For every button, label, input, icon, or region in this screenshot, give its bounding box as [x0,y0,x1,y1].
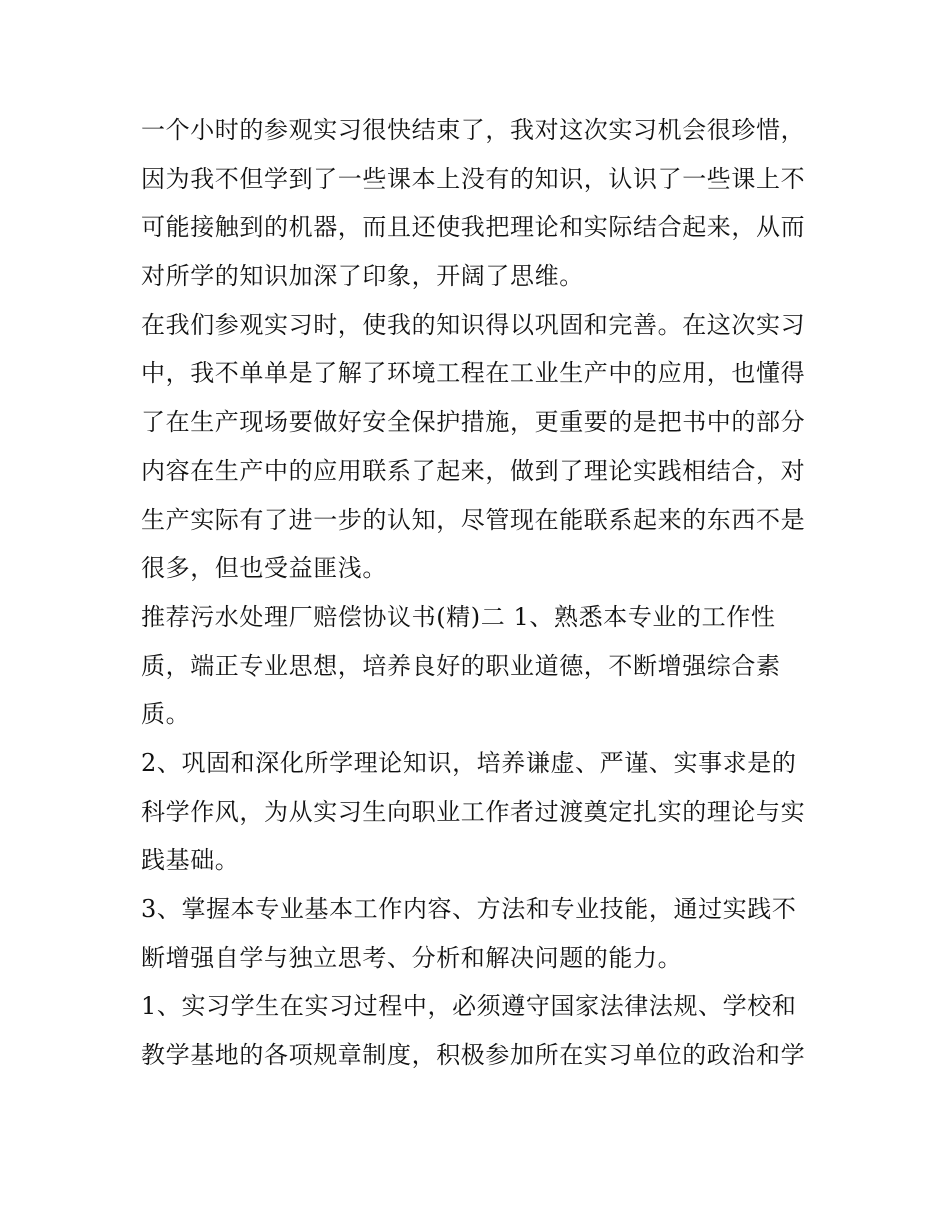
text-line-3: 可能接触到的机器，而且还使我把理论和实际结合起来，从而 [141,213,806,242]
text-line-15: 科学作风，为从实习生向职业工作者过渡奠定扎实的理论与实 [141,797,806,826]
text-line-13: 质。 [141,700,191,729]
document-body [141,106,821,1080]
text-line-18: 断增强自学与独立思考、分析和解决问题的能力。 [141,943,683,972]
text-line-6: 中，我不单单是了解了环境工程在工业生产中的应用，也懂得 [141,359,806,388]
text-line-16: 践基础。 [141,846,240,875]
text-line-19: 1、实习学生在实习过程中，必须遵守国家法律法规、学校和 [141,992,797,1021]
text-line-17: 3、掌握本专业基本工作内容、方法和专业技能，通过实践不 [141,895,797,923]
text-line-14: 2、巩固和深化所学理论知识，培养谦虚、严谨、实事求是的 [141,748,797,777]
text-line-20: 教学基地的各项规章制度，积极参加所在实习单位的政治和学 [141,1041,806,1070]
text-line-10: 很多，但也受益匪浅。 [141,554,387,583]
text-line-7: 了在生产现场要做好安全保护措施，更重要的是把书中的部分 [141,408,806,437]
text-line-11: 推荐污水处理厂赔偿协议书(精)二 1、熟悉本专业的工作性 [141,602,776,631]
text-line-4: 对所学的知识加深了印象，开阔了思维。 [141,262,584,291]
text-line-5: 在我们参观实习时，使我的知识得以巩固和完善。在这次实习 [141,310,806,339]
text-line-12: 质，端正专业思想，培养良好的职业道德，不断增强综合素 [141,651,781,680]
text-line-2: 因为我不但学到了一些课本上没有的知识，认识了一些课上不 [141,164,806,193]
text-line-9: 生产实际有了进一步的认知，尽管现在能联系起来的东西不是 [141,505,806,534]
text-line-1: 一个小时的参观实习很快结束了，我对这次实习机会很珍惜， [141,116,806,144]
text-line-8: 内容在生产中的应用联系了起来，做到了理论实践相结合，对 [141,456,806,485]
